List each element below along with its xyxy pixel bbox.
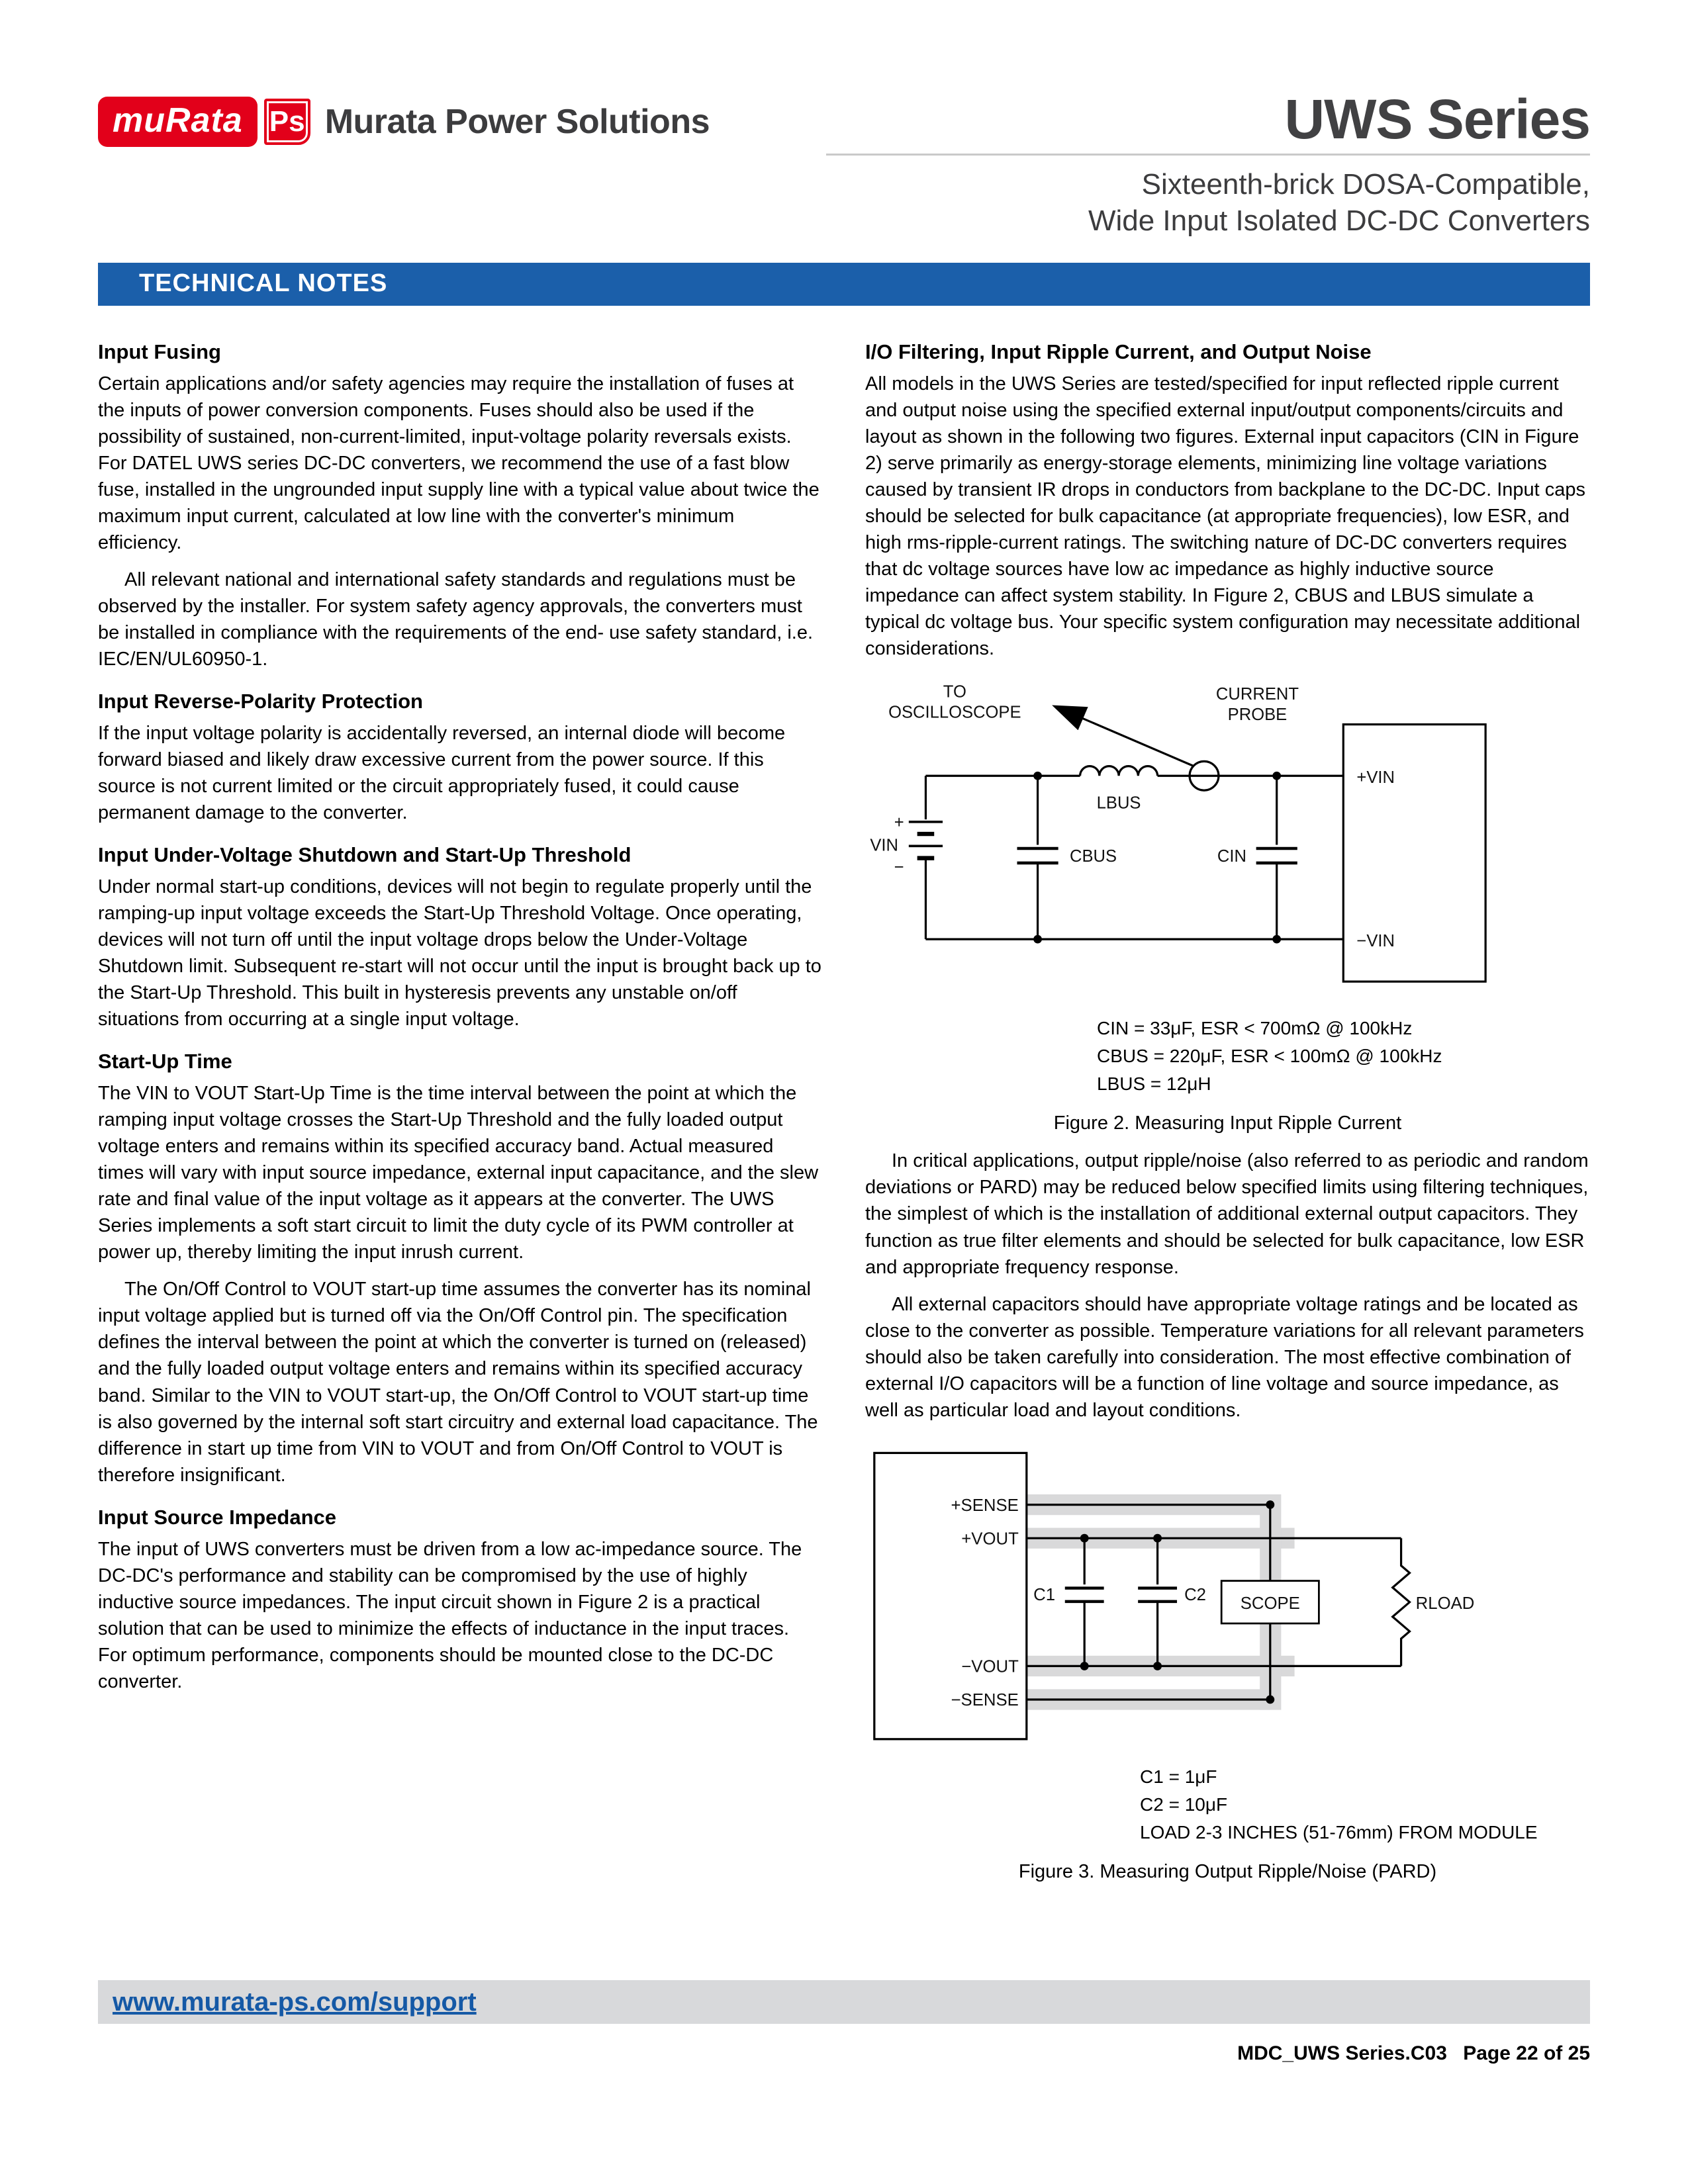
paragraph: In critical applications, output ripple/noise (also referred to as periodic and random deviations or PARD) may be reduced below specified limits using filtering techniques, the simplest of which is the installation of additional external output capacitors. They function as true filter elements and should be selected for bulk capacitance, low ESR and appropriate frequency response. [865,1150,1589,1278]
battery-minus-label: − [894,858,904,877]
minus-sense-pin-label: −SENSE [951,1690,1019,1709]
section-heading: Input Under-Voltage Shutdown and Start-Up Threshold [98,843,632,867]
section-heading: Input Reverse-Polarity Protection [98,690,423,713]
fig3-note: LOAD 2-3 INCHES (51-76mm) FROM MODULE [1140,1822,1538,1843]
right-column [865,335,1590,1896]
plus-vin-pin-label: +VIN [1356,768,1395,788]
inductor-symbol [1080,766,1158,776]
section-undervoltage-shutdown [98,843,823,1032]
section-heading: Start-Up Time [98,1050,232,1073]
fig2-wires [909,707,1485,981]
figure2-schematic [865,679,1501,1009]
section-heading: I/O Filtering, Input Ripple Current, and Output Noise [865,340,1372,363]
fig2-labels [870,683,1395,951]
series-title: UWS Series [1284,88,1590,150]
paragraph: Certain applications and/or safety agencies may require the installation of fuses at the inputs of power conversion components. Fuses should also be used if the possibility of sustained, non-current-limited, input-voltage polarity reversals exists. For DATEL UWS series DC-DC converters, we recommend the use of a fast blow fuse, installed in the ungrounded input supply line with a typical value about twice the maximum input current, calculated at low line with the converter's minimum efficiency. [98,373,820,554]
section-reverse-polarity [98,690,823,826]
paragraph: All relevant national and international safety standards and regulations must be observed by the installer. For system safety agency approvals, the converters must be installed in compliance with the requirements of the end- use safety standard, i.e. IEC/EN/UL60950-1. [98,569,814,670]
battery-plus-label: + [894,813,904,833]
header [98,88,1590,239]
c2-label: C2 [1184,1585,1207,1604]
fig2-note: LBUS = 12μH [1097,1073,1211,1095]
cbus-label: CBUS [1070,847,1117,866]
technical-notes-banner: TECHNICAL NOTES [98,263,1590,306]
section-input-source-impedance [98,1506,823,1695]
footer-bar [98,1980,1590,2024]
content-columns [98,335,1590,1896]
left-column [98,335,823,1896]
paragraph: The VIN to VOUT Start-Up Time is the time interval between the point at which the ramping input voltage crosses the Start-Up Threshold and the fully loaded output voltage enters and remains within its specified accuracy band. Actual measured times will vary with input source impedance, external input capacitance, and the slew rate and final value of the input voltage as it appears at the converter. The UWS Series implements a soft start circuit to limit the duty cycle of its PWM controller at power up, thereby limiting the input inrush current. [98,1083,819,1263]
paragraph: All external capacitors should have appropriate voltage ratings and be located as close to the converter as possible. Temperature variations for all relevant parameters should also be taken carefully into consideration. The most effective combination of external I/O capacitors will be a function of line voltage and source impedance, as well as particular load and layout conditions. [865,1293,1584,1421]
figure2-caption: Figure 2. Measuring Input Ripple Current [1053,1113,1402,1134]
section-heading: Input Source Impedance [98,1505,337,1529]
minus-vout-pin-label: −VOUT [961,1657,1019,1676]
paragraph: The On/Off Control to VOUT start-up time assumes the converter has its nominal input voltage applied but is turned off via the On/Off Control pin. The specification defines the interval between the point at which the converter is turned on (released) and the fully loaded output voltage enters and remains within its specified accuracy band. Similar to the VIN to VOUT start-up, the On/Off Control to VOUT start-up time is also governed by the internal soft start circuitry and external load capacitance. The difference in start up time from VIN to VOUT and from On/Off Control to VOUT is therefore insignificant. [98,1279,818,1486]
brand-name: Murata Power Solutions [324,103,710,141]
rload-label: RLOAD [1415,1594,1474,1613]
section-startup-time [98,1050,823,1488]
cin-label: CIN [1217,847,1246,866]
paragraph: The input of UWS converters must be driven from a low ac-impedance source. The DC-DC's performance and stability can be compromised by the use of highly inductive source impedances. The input circuit shown in Figure 2 is a practical solution that can be used to minimize the effects of inductance in the input traces. For optimum performance, components should be mounted close to the DC-DC converter. [98,1538,802,1692]
current-probe-label-2: PROBE [1227,705,1288,725]
section-heading: Input Fusing [98,340,221,363]
to-oscilloscope-label: TO [943,682,966,702]
ps-logo: Ps [264,99,310,145]
current-probe-label: CURRENT [1215,685,1299,704]
figure3-schematic [865,1441,1474,1757]
figure2-notes [1097,1015,1590,1098]
section-input-fusing [98,340,823,672]
paragraph: All models in the UWS Series are tested/specified for input reflected ripple current and output noise using the specified external input/output components/circuits and layout as shown in the following two figures. External input capacitors (CIN in Figure 2) serve primarily as energy-storage elements, minimizing line voltage variations caused by transient IR drops in conductors from backplane to the DC-DC. Input caps should be selected for bulk capacitance (at appropriate frequencies), low ESR, and high rms-ripple-current ratings. The switching nature of DC-DC converters requires that dc voltage sources have low ac impedance as highly inductive source impedance can affect system stability. In Figure 2, CBUS and LBUS simulate a typical dc voltage bus. Your specific system configuration may necessitate additional considerations. [865,373,1586,660]
fig2-note: CBUS = 220μF, ESR < 100mΩ @ 100kHz [1097,1046,1442,1067]
section-io-filtering [865,340,1590,662]
subtitle-line-1: Sixteenth-brick DOSA-Compatible, [1141,168,1590,201]
lbus-label: LBUS [1096,794,1141,813]
c1-label: C1 [1033,1585,1056,1604]
figure-2 [865,679,1590,1134]
fig2-note: CIN = 33μF, ESR < 700mΩ @ 100kHz [1097,1018,1413,1039]
figure-3 [865,1441,1590,1883]
resistor-symbol [1393,1538,1410,1666]
paragraph: If the input voltage polarity is accidentally reversed, an internal diode will become forward biased and likely draw excessive current from the power source. If this source is not current limited or the circuit appropriately fused, it could cause permanent damage to the converter. [98,723,786,824]
plus-sense-pin-label: +SENSE [951,1496,1019,1515]
document-reference [1227,2042,1590,2065]
scope-label: SCOPE [1240,1594,1300,1613]
doc-ref: MDC_UWS Series.C03 [1237,2042,1447,2064]
fig3-note: C1 = 1μF [1140,1766,1217,1787]
document-subtitle [98,166,1590,239]
figure3-notes [1140,1763,1590,1846]
logo-row [98,97,710,147]
minus-vin-pin-label: −VIN [1356,932,1395,951]
paragraph: Under normal start-up conditions, devices will not begin to regulate properly until the ramping-up input voltage exceeds the Start-Up Threshold Voltage. Once operating, devices will not turn off until the input voltage drops below the Under-Voltage Shutdown limit. Subsequent re-start will not occur until the input is brought back up to the Start-Up Threshold. This built in hysteresis prevents any unstable on/off situations from occurring at a single input voltage. [98,876,821,1030]
header-divider [826,154,1590,156]
vin-source-label: VIN [870,836,898,855]
figure3-caption: Figure 3. Measuring Output Ripple/Noise (PARD) [1018,1861,1437,1882]
support-link[interactable]: www.murata-ps.com/support [113,1987,477,2017]
to-oscilloscope-label-2: OSCILLOSCOPE [888,703,1021,722]
plus-vout-pin-label: +VOUT [961,1529,1019,1549]
subtitle-line-2: Wide Input Isolated DC-DC Converters [1088,205,1590,237]
page-number: Page 22 of 25 [1463,2042,1590,2064]
fig3-note: C2 = 10μF [1140,1794,1228,1815]
murata-logo: muRata [98,97,258,147]
